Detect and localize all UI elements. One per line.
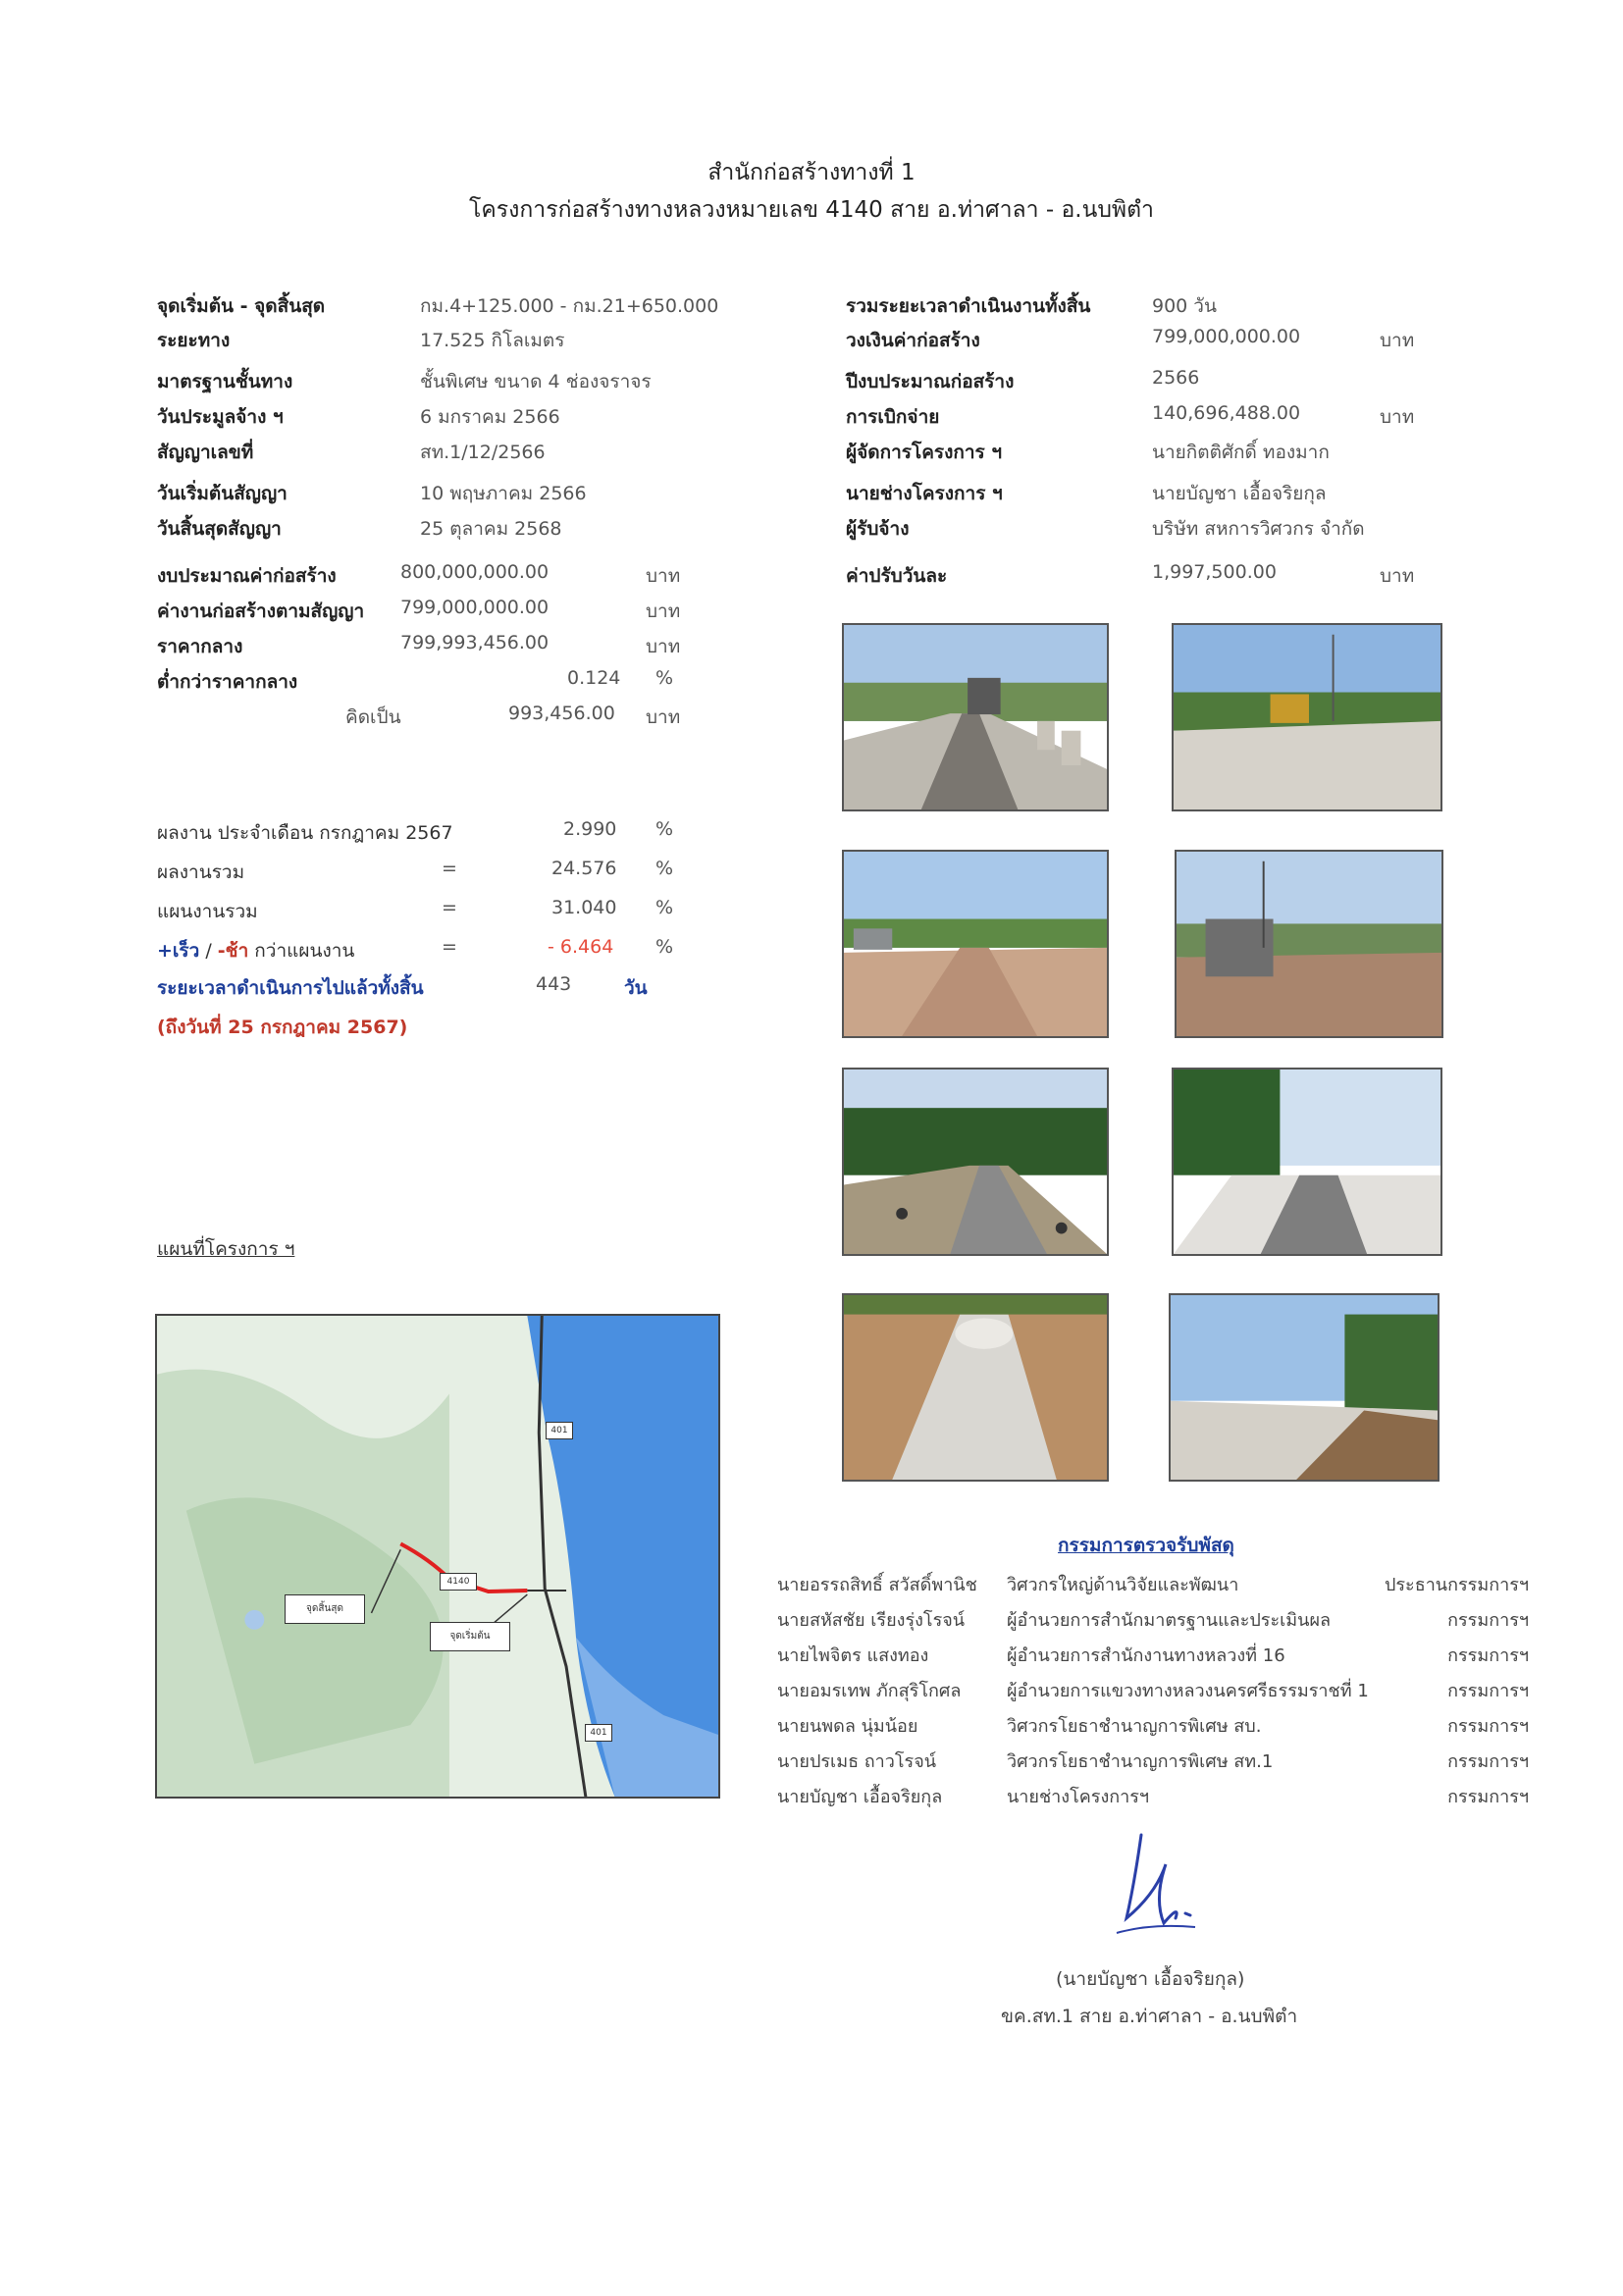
info-label: ค่าปรับวันละ [846,565,948,587]
photo-graphic [844,625,1107,809]
photo-graphic [844,1295,1107,1480]
member-position: วิศวกรโยธาชำนาญการพิเศษ สบ. [1007,1716,1262,1737]
equals-sign: = [442,897,457,918]
info-value: 2566 [1152,367,1200,389]
end-point-label: จุดสิ้นสุด [285,1594,365,1624]
committee-title: กรรมการตรวจรับพัสดุ [1058,1535,1234,1556]
info-label: วันสิ้นสุดสัญญา [157,518,282,540]
member-position: วิศวกรโยธาชำนาญการพิเศษ สท.1 [1007,1751,1274,1772]
info-label: มาตรฐานชั้นทาง [157,371,293,392]
percent-unit: % [655,897,674,918]
member-role: กรรมการฯ [1447,1787,1529,1807]
signature-name: (นายบัญชา เอื้อจริยกุล) [1056,1968,1245,1990]
member-name: นายปรเมธ ถาวโรจน์ [777,1751,937,1772]
route-401-sign-bottom: 401 [585,1724,612,1742]
member-name: นายบัญชา เอื้อจริยกุล [777,1787,943,1807]
median-label: ราคากลาง [157,636,243,657]
info-label: นายช่างโครงการ ฯ [846,483,1003,504]
member-position: วิศวกรใหญ่ด้านวิจัยและพัฒนา [1007,1575,1239,1595]
photo-graphic [844,1070,1107,1254]
baht-unit: บาท [646,600,681,622]
budget-value: 800,000,000.00 [400,561,550,583]
budget-label: งบประมาณค่าก่อสร้าง [157,565,337,587]
site-photo-5 [842,1068,1109,1256]
member-position: ผู้อำนวยการแขวงทางหลวงนครศรีธรรมราชที่ 1 [1007,1681,1369,1701]
site-photo-2 [1172,623,1442,811]
info-value: 799,000,000.00 [1152,326,1301,347]
site-photo-8 [1169,1293,1440,1482]
handwritten-signature [1097,1825,1205,1943]
as-of-date: (ถึงวันที่ 25 กรกฎาคม 2567) [157,1017,408,1038]
signature-position: ขค.สท.1 สาย อ.ท่าศาลา - อ.นบพิตำ [1001,2006,1298,2027]
info-label: ระยะทาง [157,330,231,351]
monthly-value: 2.990 [563,818,617,840]
plan-label: แผนงานรวม [157,901,258,922]
below-label: ต่ำกว่าราคากลาง [157,671,298,693]
route-4140-sign: 4140 [440,1573,477,1591]
photo-graphic [1174,1070,1440,1254]
info-label: วงเงินค่าก่อสร้าง [846,330,980,351]
baht-unit: บาท [646,565,681,587]
member-role: ประธานกรรมการฯ [1384,1575,1529,1595]
member-name: นายสหัสชัย เรียงรุ่งโรจน์ [777,1610,966,1631]
baht-unit: บาท [646,636,681,657]
diff-slow: -ช้า [217,940,249,962]
percent-unit: % [655,858,674,879]
info-label: ผู้จัดการโครงการ ฯ [846,442,1003,463]
info-unit: บาท [1380,406,1415,428]
diff-rest: กว่าแผนงาน [248,940,355,962]
site-photo-4 [1175,850,1443,1038]
info-value: นายกิตติศักดิ์ ทองมาก [1152,442,1330,463]
photo-graphic [1171,1295,1438,1480]
diff-value: - 6.464 [548,936,614,958]
map-graphic [157,1316,718,1798]
diff-label [157,936,354,965]
info-label: รวมระยะเวลาดำเนินงานทั้งสิ้น [846,295,1091,317]
project-title: โครงการก่อสร้างทางหลวงหมายเลข 4140 สาย อ.ท่าศาลา - อ.นบพิตำ [469,197,1154,223]
photo-graphic [844,852,1107,1036]
project-map[interactable] [155,1314,720,1799]
member-name: นายไพจิตร แสงทอง [777,1645,929,1666]
calc-value: 993,456.00 [508,703,615,724]
percent-unit: % [655,936,674,958]
route-401-sign-top: 401 [546,1422,573,1439]
member-name: นายนพดล นุ่มน้อย [777,1716,918,1737]
info-value: กม.4+125.000 - กม.21+650.000 [420,295,719,317]
contract-label: ค่างานก่อสร้างตามสัญญา [157,600,365,622]
info-label: วันประมูลจ้าง ฯ [157,406,284,428]
info-label: การเบิกจ่าย [846,406,940,428]
info-value: นายบัญชา เอื้อจริยกุล [1152,483,1327,504]
elapsed-unit: วัน [624,977,648,999]
info-label: จุดเริ่มต้น - จุดสิ้นสุด [157,295,326,317]
baht-unit: บาท [646,706,681,728]
member-role: กรรมการฯ [1447,1751,1529,1772]
member-position: ผู้อำนวยการสำนักงานทางหลวงที่ 16 [1007,1645,1285,1666]
info-label: วันเริ่มต้นสัญญา [157,483,288,504]
monthly-label: ผลงาน ประจำเดือน กรกฎาคม 2567 [157,822,453,844]
median-value: 799,993,456.00 [400,632,550,653]
info-unit: บาท [1380,330,1415,351]
member-name: นายอมรเทพ ภักสุริโกศล [777,1681,962,1701]
info-value: สท.1/12/2566 [420,442,546,463]
site-photo-7 [842,1293,1109,1482]
contract-value: 799,000,000.00 [400,597,550,618]
office-title: สำนักก่อสร้างทางที่ 1 [707,160,916,185]
member-role: กรรมการฯ [1447,1681,1529,1701]
photo-graphic [1174,625,1440,809]
info-value: 900 วัน [1152,295,1217,317]
plan-value: 31.040 [551,897,617,918]
elapsed-value: 443 [536,973,572,995]
elapsed-label: ระยะเวลาดำเนินการไปแล้วทั้งสิ้น [157,977,424,999]
calc-label: คิดเป็น [345,706,401,728]
equals-sign: = [442,936,457,958]
member-role: กรรมการฯ [1447,1610,1529,1631]
info-value: ชั้นพิเศษ ขนาด 4 ช่องจราจร [420,371,652,392]
total-label: ผลงานรวม [157,861,245,883]
site-photo-1 [842,623,1109,811]
member-position: นายช่างโครงการฯ [1007,1787,1150,1807]
member-role: กรรมการฯ [1447,1645,1529,1666]
member-position: ผู้อำนวยการสำนักมาตรฐานและประเมินผล [1007,1610,1332,1631]
site-photo-6 [1172,1068,1442,1256]
info-value: 6 มกราคม 2566 [420,406,560,428]
site-photo-3 [842,850,1109,1038]
photo-graphic [1177,852,1441,1036]
info-value: บริษัท สหการวิศวกร จำกัด [1152,518,1365,540]
info-value: 1,997,500.00 [1152,561,1277,583]
below-value: 0.124 [567,667,621,689]
diff-fast: +เร็ว [157,940,200,962]
info-value: 17.525 กิโลเมตร [420,330,565,351]
info-label: สัญญาเลขที่ [157,442,254,463]
diff-sep: / [199,940,218,962]
info-value: 140,696,488.00 [1152,402,1301,424]
info-value: 25 ตุลาคม 2568 [420,518,562,540]
member-name: นายอรรถสิทธิ์ สวัสดิ์พานิช [777,1575,977,1595]
start-point-label: จุดเริ่มต้น [430,1622,510,1651]
equals-sign: = [442,858,457,879]
info-value: 10 พฤษภาคม 2566 [420,483,587,504]
info-label: ผู้รับจ้าง [846,518,910,540]
total-value: 24.576 [551,858,617,879]
map-heading: แผนที่โครงการ ฯ [157,1238,295,1260]
info-label: ปีงบประมาณก่อสร้าง [846,371,1015,392]
percent-unit: % [655,818,674,840]
member-role: กรรมการฯ [1447,1716,1529,1737]
percent-unit: % [655,667,674,689]
info-unit: บาท [1380,565,1415,587]
